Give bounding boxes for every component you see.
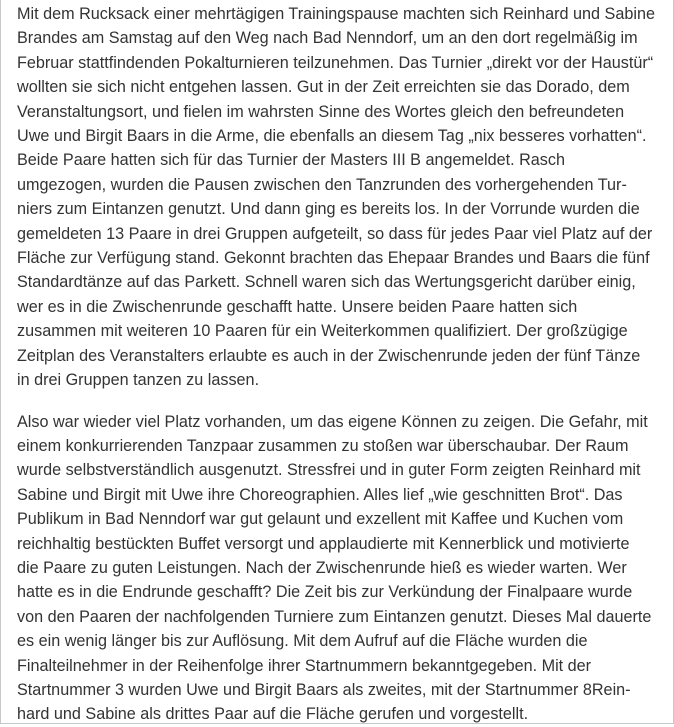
text-line: wollten sie sich nicht entgehen lassen. Gut in der Zeit erreichten sie das Dorado, dem (17, 78, 630, 97)
paragraph-1 (17, 2, 657, 393)
text-line: Beide Paare hatten sich für das Turnier der Masters III B angemeldet. Rasch (17, 151, 565, 170)
text-line: Veranstaltungsort, und fielen im wahrsten Sinne des Wortes gleich den befreundeten (17, 102, 625, 121)
text-line: reichhaltig bestückten Buffet versorgt und applaudierte mit Kennerblick und motivierte (17, 534, 630, 553)
text-line: einem konkurrierenden Tanzpaar zusammen zu stoßen war überschaubar. Der Raum (17, 436, 629, 455)
text-line: Standardtänze auf das Parkett. Schnell waren sich das Wertungsgericht darüber einig, (17, 273, 636, 292)
text-line: Zeitplan des Veranstalters erlaubte es auch in der Zwischenrunde jeden der fünf Tänze (17, 346, 641, 365)
text-line: hard und Sabine als drittes Paar auf die Fläche gerufen und vorgestellt. (17, 705, 529, 724)
text-line: es ein wenig länger bis zur Auflösung. Mit dem Aufruf auf die Fläche wurden die (17, 632, 588, 651)
text-line: Mit dem Rucksack einer mehrtägigen Trainingspause machten sich Reinhard und Sabine (17, 5, 655, 23)
text-line: Sabine und Birgit mit Uwe ihre Choreographien. Alles lief „wie geschnitten Brot“. Das (17, 485, 623, 504)
text-line: gemeldeten 13 Paare in drei Gruppen aufgeteilt, so dass für jedes Paar viel Platz auf der (17, 224, 653, 243)
text-line: Fläche zur Verfügung stand. Gekonnt brachten das Ehepaar Brandes und Baars die fünf (17, 249, 650, 268)
text-line: Februar stattfindenden Pokalturnieren teilzunehmen. Das Turnier „direkt vor der Haustür“ (17, 53, 654, 72)
text-line: die Paare zu guten Leistungen. Nach der Zwischenrunde hieß es wieder warten. Wer (17, 558, 627, 577)
text-line: Startnummer 3 wurden Uwe und Birgit Baars als zweites, mit der Startnummer 8Rein- (17, 680, 631, 699)
text-line: wurde selbstverständlich ausgenutzt. Stressfrei und in guter Form zeigten Reinhard mit (17, 461, 641, 480)
paragraph-spacer (17, 393, 657, 410)
text-line: von den Paaren der nachfolgenden Turniere zum Eintanzen genutzt. Dieses Mal dauerte (17, 607, 652, 626)
text-line: wer es in die Zwischenrunde geschafft hatte. Unsere beiden Paare hatten sich (17, 297, 578, 316)
text-line: niers zum Eintanzen genutzt. Und dann ging es bereits los. In der Vorrunde wurden die (17, 200, 640, 219)
text-line: in drei Gruppen tanzen zu lassen. (17, 371, 260, 390)
paragraph-2 (17, 410, 657, 727)
text-line: umgezogen, wurden die Pausen zwischen den Tanzrunden des vorhergehenden Tur- (17, 175, 627, 194)
text-line: Uwe und Birgit Baars in die Arme, die ebenfalls an diesem Tag „nix besseres vorhatten“. (17, 127, 647, 146)
text-line: zusammen mit weiteren 10 Paaren für ein Weiterkommen qualifiziert. Der großzügige (17, 322, 628, 341)
text-line: Finalteilnehmer in der Reihenfolge ihrer Startnummern bekanntgegeben. Mit der (17, 656, 592, 675)
text-line: Also war wieder viel Platz vorhanden, um das eigene Können zu zeigen. Die Gefahr, mit (17, 412, 648, 431)
text-line: Brandes am Samstag auf den Weg nach Bad Nenndorf, um an den dort regelmäßig im (17, 29, 638, 48)
article-body (17, 2, 657, 727)
text-line: Publikum in Bad Nenndorf war gut gelaunt und exzellent mit Kaffee und Kuchen vom (17, 510, 624, 529)
text-line: hatte es in die Endrunde geschafft? Die Zeit bis zur Verkündung der Finalpaare wurde (17, 583, 633, 602)
